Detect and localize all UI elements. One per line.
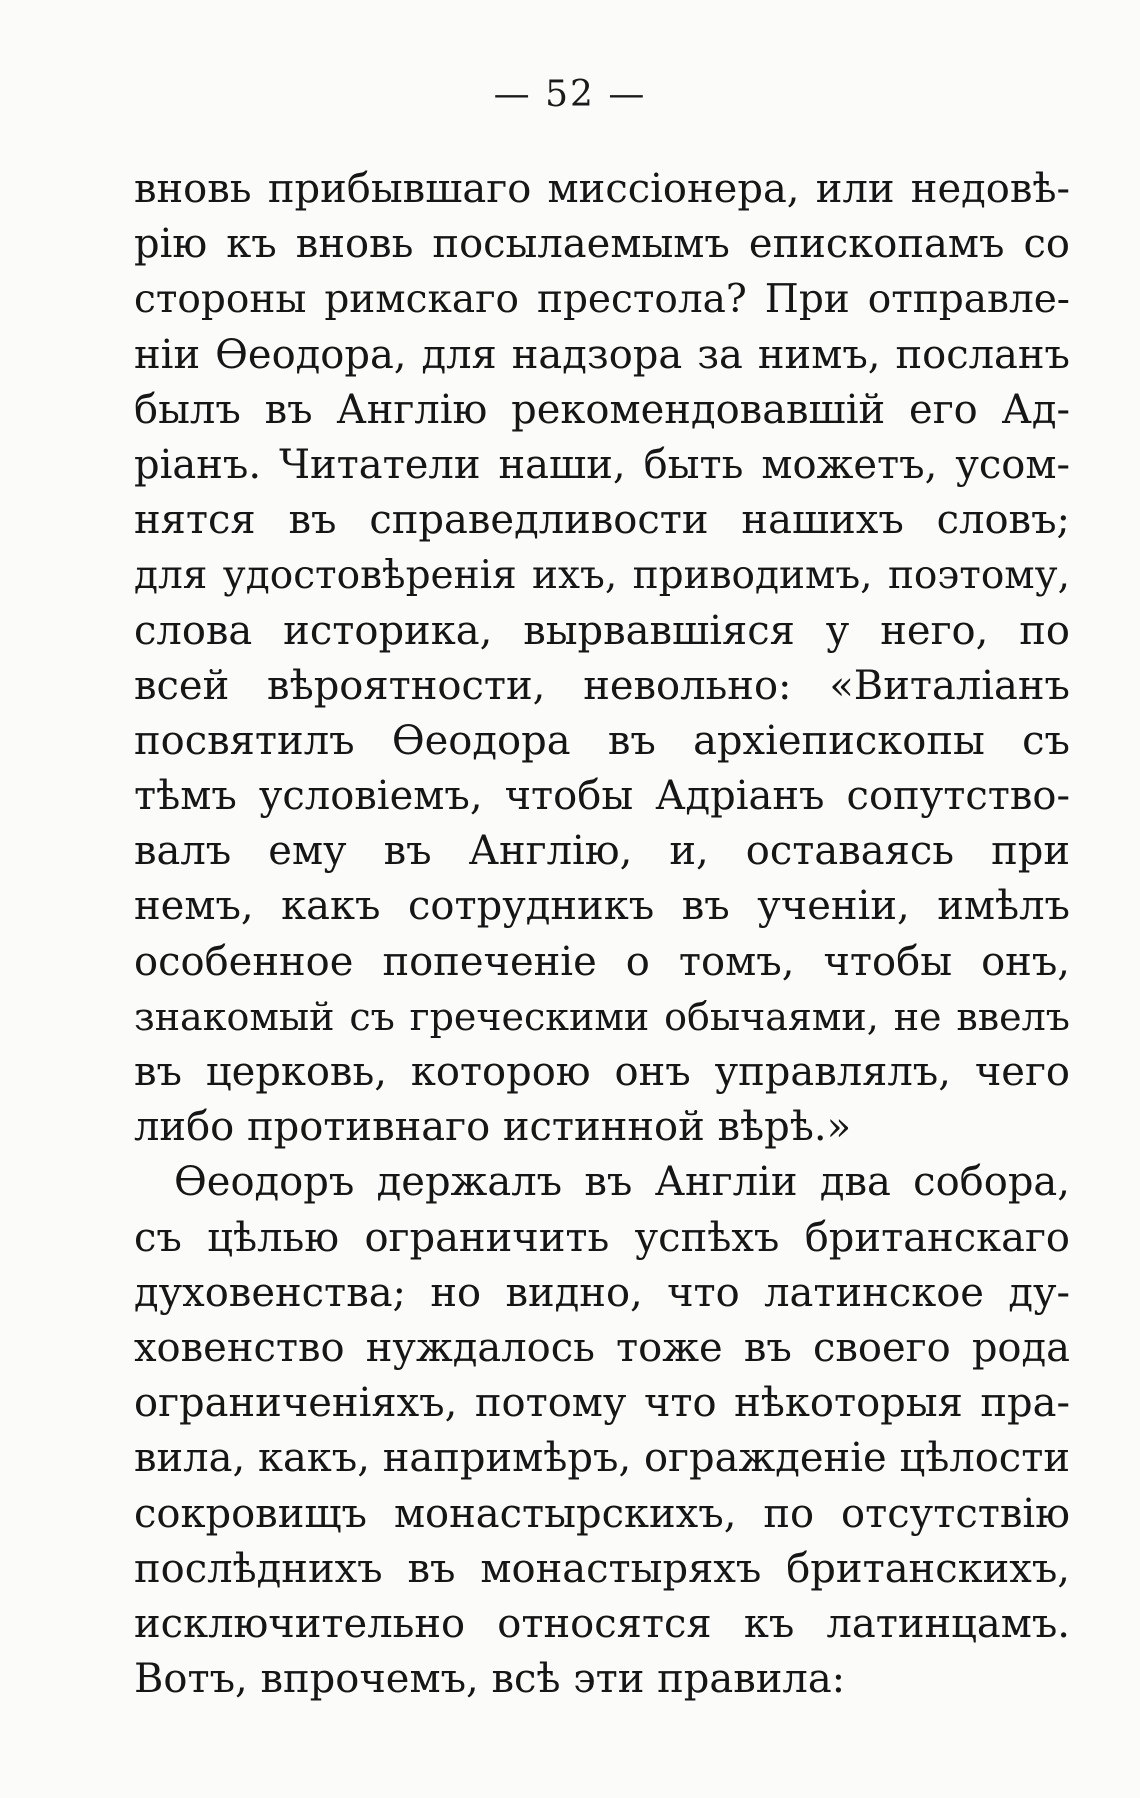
text-line: рію къ вновь посылаемымъ епископамъ со [134,221,1070,268]
text-line: стороны римскаго престола? При отправле- [134,277,1070,323]
text-line: сокровищъ монастырскихъ, по отсутствію [134,1490,1070,1537]
page-number: — 52 — [493,74,647,115]
text-line: послѣднихъ въ монастыряхъ британскихъ, [134,1545,1070,1592]
text-line: слова историка, вырвавшіяся у него, по [134,607,1070,654]
text-line: вила, какъ, напримѣръ, огражденіе цѣлости [134,1435,1070,1482]
text-line: въ церковь, которою онъ управлялъ, чего [134,1049,1070,1095]
text-line: ховенство нуждалось тоже въ своего рода [134,1324,1070,1371]
text-line: съ цѣлью ограничить успѣхъ британскаго [134,1214,1070,1261]
text-line: знакомый съ греческими обычаями, не ввелъ [134,994,1070,1039]
text-line: нятся въ справедливости нашихъ словъ; [134,497,1070,544]
text-line: всей вѣроятности, невольно: «Виталіанъ [134,662,1070,709]
text-line: посвятилъ Өеодора въ архіепископы съ [134,717,1070,764]
text-line: исключительно относятся къ латинцамъ. [134,1600,1070,1647]
text-line: вновь прибывшаго миссіонера, или недовѣ- [134,166,1070,212]
paragraph-end-line: Вотъ, впрочемъ, всѣ эти правила: [134,1656,846,1703]
text-line: для удостовѣренія ихъ, приводимъ, поэтому, [134,553,1070,599]
text-line: тѣмъ условіемъ, чтобы Адріанъ сопутство- [134,773,1070,820]
text-line: духовенства; но видно, что латинское ду- [134,1269,1070,1316]
paragraph-start-line: Өеодоръ держалъ въ Англіи два собора, [174,1159,1070,1206]
paragraph-end-line: либо противнаго истинной вѣрѣ.» [134,1104,852,1151]
text-line: былъ въ Англію рекомендовавшій его Ад- [134,386,1070,433]
text-line: ріанъ. Читатели наши, быть можетъ, усом- [134,441,1070,488]
text-line: особенное попеченіе о томъ, чтобы онъ, [134,938,1070,985]
text-line: ограниченіяхъ, потому что нѣкоторыя пра- [134,1380,1070,1427]
text-line: валъ ему въ Англію, и, оставаясь при [134,828,1070,875]
text-line: немъ, какъ сотрудникъ въ ученіи, имѣлъ [134,883,1070,930]
body-text [134,162,1070,1707]
text-line: ніи Өеодора, для надзора за нимъ, посланъ [134,331,1070,378]
